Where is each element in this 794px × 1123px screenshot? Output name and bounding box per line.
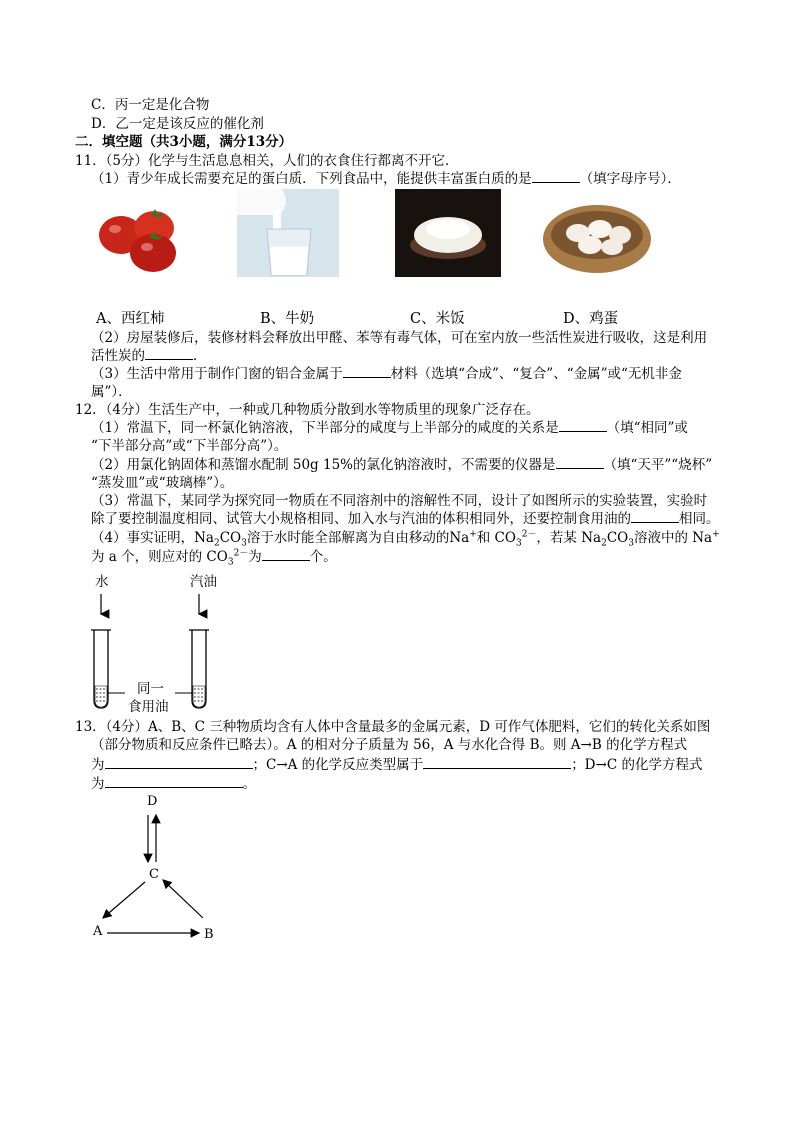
option-b: B、牛奶 (260, 311, 315, 327)
q12-part4-cont: 为 a 个，则应对的 $CO_3^{2-}$为 个。 (91, 548, 337, 568)
q13-line3: 为 ；C→A 的化学反应类型属于 ；D→C 的化学方程式 (91, 757, 703, 773)
milk-image (237, 189, 339, 277)
q13-line4: 为 。 (91, 776, 256, 792)
q11-part3: （3）生活中常用于制作门窗的铝合金属于 材料（选填“合成”、“复合”、“金属”或“无机非金 (91, 366, 682, 382)
option-c-prev: C．丙一定是化合物 (91, 97, 210, 113)
q11-part2: （2）房屋装修后，装修材料会释放出甲醛、苯等有毒气体，可在室内放一些活性炭进行吸收，这是利用 (91, 330, 708, 346)
label-same: 同一 (137, 681, 164, 697)
label-cooking-oil: 食用油 (128, 699, 169, 715)
q12-part1-cont: “下半部分高”或“下半部分高”）。 (91, 438, 288, 454)
rice-image (395, 189, 501, 277)
q12-part1: （1）常温下，同一杯氯化钠溶液，下半部分的咸度与上半部分的咸度的关系是 （填“相同”或 (91, 420, 688, 436)
label-water: 水 (95, 574, 109, 590)
option-d: D、鸡蛋 (563, 311, 619, 327)
q12-title: 12．（4分）生活生产中，一种或几种物质分散到水等物质里的现象广泛存在。 (75, 402, 540, 418)
q11-part3-cont: 属”）． (91, 384, 132, 400)
section-heading: 二．填空题（共3小题，满分13分） (75, 134, 293, 150)
option-d-prev: D．乙一定是该反应的催化剂 (91, 116, 264, 132)
label-gasoline: 汽油 (190, 574, 217, 590)
eggs-image (540, 189, 655, 277)
node-b: B (204, 927, 214, 942)
option-c: C、米饭 (410, 311, 465, 327)
option-a: A、西红柿 (96, 311, 165, 327)
q11-part1: （1）青少年成长需要充足的蛋白质．下列食品中，能提供丰富蛋白质的是 （填字母序号）． (91, 171, 681, 187)
q11-title: 11．（5分）化学与生活息息相关，人们的衣食住行都离不开它． (75, 153, 459, 169)
node-d: D (147, 794, 158, 809)
q13-line2: （部分物质和反应条件已略去）。A 的相对分子质量为 56，A 与水化合得 B。则 A→B 的化学方程式 (91, 737, 688, 753)
q12-part2-cont: “蒸发皿”或“玻璃棒”）。 (91, 475, 234, 491)
node-c: C (149, 867, 159, 882)
tomato-image (91, 193, 191, 277)
q11-part2-cont: 活性炭的 ． (91, 348, 207, 364)
q12-part3-cont: 除了要控制温度相同、试管大小规格相同、加入水与汽油的体积相同外，还要控制食用油的 相同。 (91, 511, 720, 527)
q12-part3: （3）常温下，某同学为探究同一物质在不同溶剂中的溶解性不同，设计了如图所示的实验装置，实验时 (91, 493, 708, 509)
q13-line1: 13．（4分）A、B、C 三种物质均含有人体中含量最多的金属元素，D 可作气体肥料，它们的转化关系如图 (75, 719, 711, 735)
q12-part4: （4）事实证明，$Na_2CO_3$溶于水时能全部解离为自由移动的Na+和 $CO_3^{2-}$，若某 $Na_2CO_3$溶液中的 Na+ (91, 529, 720, 549)
node-a: A (93, 924, 103, 939)
q12-part2: （2）用氯化钠固体和蒸馏水配制 50g 15%的氯化钠溶液时，不需要的仪器是 （填“天平”“烧杯” (91, 457, 713, 473)
